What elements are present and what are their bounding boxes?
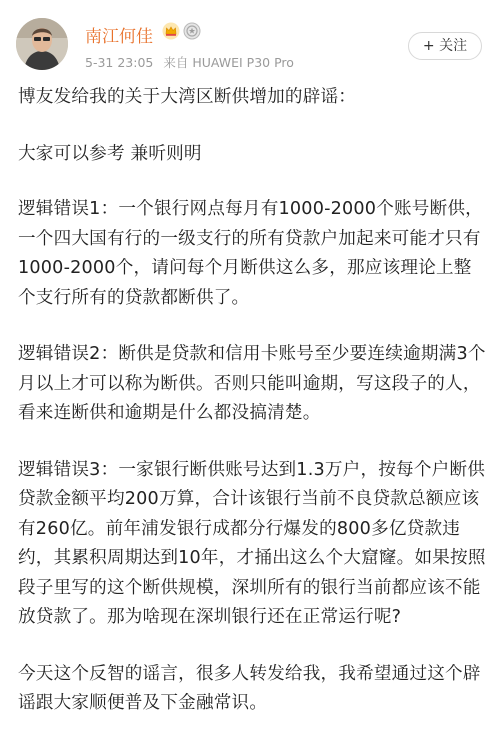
post-paragraph: 逻辑错误3：一家银行断供账号达到1.3万户，按每个户断供贷款金额平均200万算，合计该银行当前不良贷款总额应该有260亿。前年浦发银行成都分行爆发的800多亿贷款违约，其累积周期达到10年，才捅出这么个大窟窿。如果按照段子里写的这个断供规模，深圳所有的银行当前都应该不能放贷款了。那为啥现在深圳银行还在正常运行呢? (18, 459, 486, 627)
post-paragraph: 大家可以参考 兼听则明 (18, 143, 202, 164)
follow-button[interactable]: + 关注 (408, 32, 482, 60)
user-name[interactable]: 南江何佳 (85, 27, 153, 47)
post-source: 来自 HUAWEI P30 Pro (163, 55, 294, 70)
post-paragraph: 博友发给我的关于大湾区断供增加的辟谣： (18, 87, 357, 107)
avatar[interactable] (16, 18, 68, 70)
post-header (0, 0, 500, 80)
avatar-image (16, 18, 68, 70)
post-paragraph: 今天这个反智的谣言，很多人转发给我，我希望通过这个辟谣跟大家顺便普及下金融常识。 (18, 663, 481, 713)
crown-badge-icon (162, 22, 180, 40)
post-paragraph: 逻辑错误1：一个银行网点每月有1000-2000个账号断供，一个四大国有行的一级支行的所有贷款户加起来可能才只有1000-2000个，请问每个月断供这么多，那应该理论上整个支行所有的贷款都断供了。 (18, 199, 483, 308)
medal-badge-icon (183, 22, 201, 40)
post-meta (85, 53, 304, 71)
post-body (18, 78, 488, 719)
post-paragraph: 逻辑错误2：断供是贷款和信用卡账号至少要连续逾期满3个月以上才可以称为断供。否则只能叫逾期，写这段子的人，看来连断供和逾期是什么都没搞清楚。 (18, 344, 486, 423)
post-date: 5-31 23:05 (85, 55, 154, 70)
